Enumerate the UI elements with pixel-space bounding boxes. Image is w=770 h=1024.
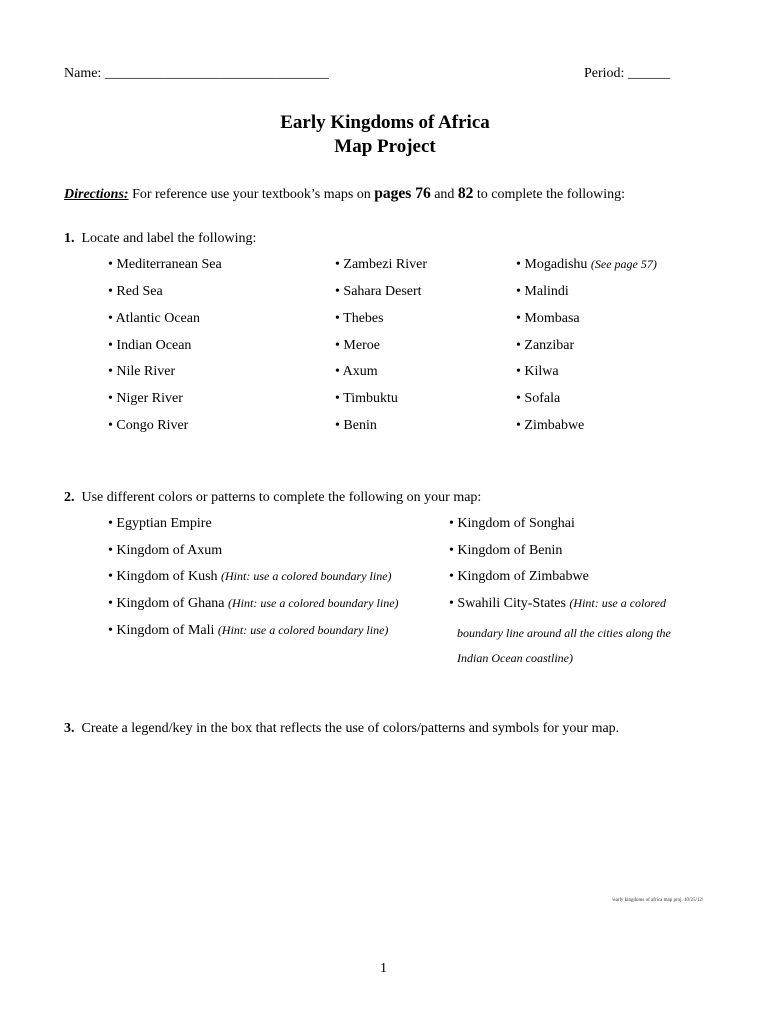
list-item: • Kingdom of Songhai (449, 516, 575, 531)
list-item: • Egyptian Empire (108, 516, 212, 531)
list-item: • Atlantic Ocean (108, 311, 200, 326)
file-path-note: \early kingdoms of africa map proj. 10/25/12\ (612, 898, 704, 903)
question-2-number: 2. (64, 490, 75, 505)
page-subtitle: Map Project (334, 136, 436, 157)
q1-column-1 (108, 257, 222, 445)
list-item: • Sofala (516, 391, 561, 406)
list-item-hint: (Hint: use a colored boundary line) (221, 569, 392, 583)
list-item-text: • Mogadishu (516, 257, 588, 272)
list-item-hint: (Hint: use a colored boundary line) (217, 623, 389, 637)
directions-label: Directions: (64, 187, 129, 202)
list-item: • Timbuktu (335, 391, 398, 406)
q2-left-column (108, 516, 399, 650)
list-item (516, 257, 657, 284)
list-item-text: • Kingdom of Ghana (108, 596, 225, 611)
directions-text-before: For reference use your textbook’s maps on (128, 187, 375, 202)
name-field-label: Name: ________________________________ (64, 66, 329, 81)
list-item-text: • Kingdom of Mali (108, 623, 215, 638)
list-item-text: • Swahili City-States (449, 596, 566, 611)
list-item-hint: (Hint: use a colored boundary line) (228, 596, 399, 610)
q1-column-3 (516, 257, 657, 445)
directions-page-82: 82 (457, 185, 474, 202)
directions-and: and (430, 187, 458, 202)
directions-pages: pages 76 (374, 185, 431, 202)
list-item: • Niger River (108, 391, 183, 406)
list-item: • Red Sea (108, 284, 163, 299)
q2-right-column (449, 516, 671, 673)
question-2 (64, 490, 481, 506)
list-item (108, 596, 399, 623)
period-field-label: Period: ______ (584, 66, 670, 81)
list-item: • Meroe (335, 338, 380, 353)
question-1-number: 1. (64, 231, 75, 246)
list-item (108, 623, 399, 650)
list-item-hint: (Hint: use a colored (569, 596, 666, 610)
list-item: • Nile River (108, 364, 176, 379)
list-item: • Thebes (335, 311, 384, 326)
list-item-text: • Kingdom of Kush (108, 569, 218, 584)
list-item: • Benin (335, 418, 377, 433)
list-item: • Indian Ocean (108, 338, 192, 353)
list-item: • Kingdom of Zimbabwe (449, 569, 589, 584)
list-item: • Malindi (516, 284, 569, 299)
list-item: • Sahara Desert (335, 284, 422, 299)
question-3 (64, 721, 619, 737)
question-3-prompt: Create a legend/key in the box that reflects the use of colors/patterns and symbols for your map. (81, 721, 620, 736)
list-item: • Zambezi River (335, 257, 427, 272)
q1-column-2 (335, 257, 427, 445)
page-number: 1 (380, 961, 387, 976)
list-item: • Mombasa (516, 311, 580, 326)
mogadishu-hint: (See page 57) (590, 257, 657, 271)
list-item: • Axum (335, 364, 378, 379)
list-item: • Congo River (108, 418, 189, 433)
list-item: • Mediterranean Sea (108, 257, 222, 272)
question-2-prompt: Use different colors or patterns to complete the following on your map: (81, 490, 482, 505)
list-item: • Zimbabwe (516, 418, 585, 433)
page-title: Early Kingdoms of Africa (280, 112, 490, 133)
question-1-prompt: Locate and label the following: (81, 231, 257, 246)
list-item (108, 569, 399, 596)
list-item: • Kingdom of Axum (108, 543, 223, 558)
list-item: • Zanzibar (516, 338, 575, 353)
list-item: • Kilwa (516, 364, 559, 379)
question-1 (64, 231, 256, 247)
list-item (449, 596, 671, 623)
swahili-hint-line-3: Indian Ocean coastline) (457, 651, 573, 665)
question-3-number: 3. (64, 721, 75, 736)
directions (64, 185, 625, 203)
swahili-hint-line-2: boundary line around all the cities along the (457, 626, 671, 640)
directions-text-after: to complete the following: (473, 187, 626, 202)
list-item: • Kingdom of Benin (449, 543, 563, 558)
